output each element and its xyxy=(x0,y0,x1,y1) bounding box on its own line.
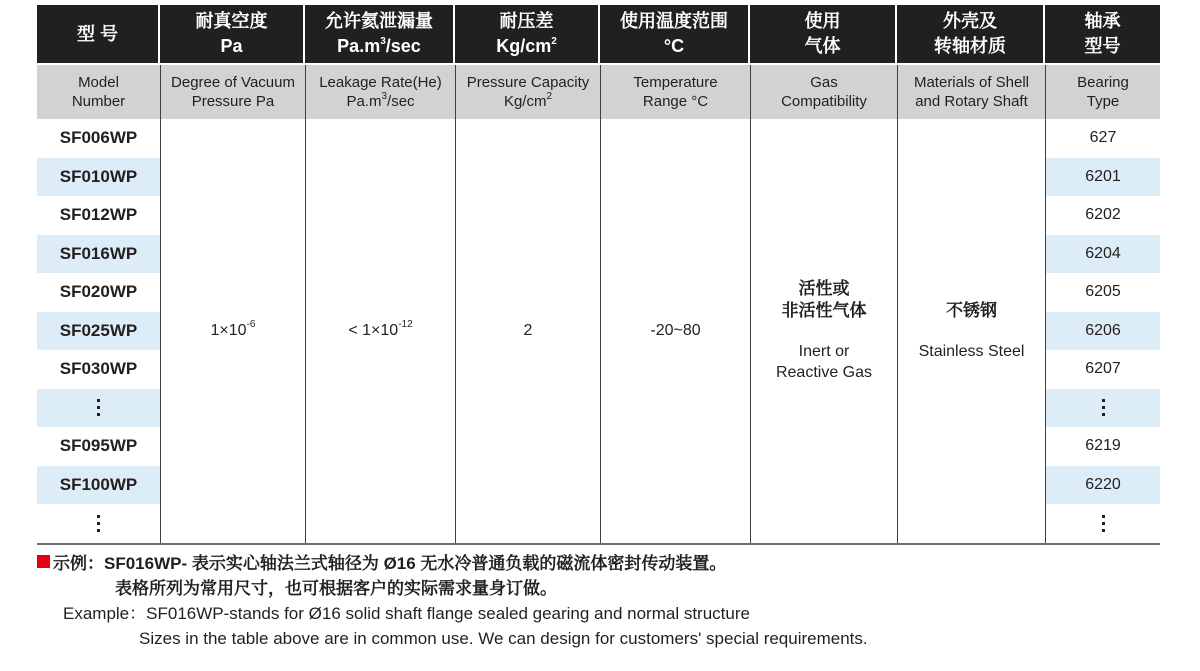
model-cell: SF095WP xyxy=(59,436,138,456)
spec-table xyxy=(37,5,1160,545)
bearing-cell: 6201 xyxy=(1045,158,1160,197)
vertical-ellipsis xyxy=(1102,515,1105,532)
bearing-cell-ellipsis xyxy=(1045,389,1160,428)
vertical-ellipsis xyxy=(97,399,100,416)
vertical-ellipsis xyxy=(1102,399,1105,416)
model-cell: SF020WP xyxy=(59,282,138,302)
header-shell: 外壳及 转轴材质 xyxy=(897,5,1045,63)
subheader-leakage: Leakage Rate(He) $Pa.m^3/\sec$ xyxy=(305,65,455,119)
note-en-example: Example：SF016WP-stands for Ø16 solid shaft flange sealed gearing and normal structure xyxy=(63,604,750,623)
note-en-sizes: Sizes in the table above are in common use. We can design for customers' special requirements. xyxy=(139,629,868,648)
bearing-cell: 6207 xyxy=(1045,350,1160,389)
value-cell-vacuum: $1\times 10^{-6}$ xyxy=(160,119,305,543)
subheader-shell: Materials of Shell and Rotary Shaft xyxy=(897,65,1045,119)
red-square-marker xyxy=(37,555,50,568)
bearing-cell: 6202 xyxy=(1045,196,1160,235)
note-zh-example: 示例：SF016WP- 表示实心轴法兰式轴径为 Ø16 无水冷普通负载的磁流体密封传动装置。 xyxy=(53,554,727,573)
header-pressure: 耐压差 $Kg/cm^2$ xyxy=(455,5,600,63)
model-cell: SF010WP xyxy=(37,158,160,197)
header-bearing: 轴承 型号 xyxy=(1045,5,1160,63)
model-cell: SF030WP xyxy=(59,359,138,379)
footnotes xyxy=(37,551,868,651)
vertical-ellipsis xyxy=(97,515,100,532)
table-header-row xyxy=(37,5,1160,63)
bearing-cell: 6205 xyxy=(1045,273,1160,312)
model-cell: SF006WP xyxy=(59,128,138,148)
value-cell-pressure: 2 xyxy=(455,119,600,543)
bearing-cell: 6206 xyxy=(1045,312,1160,351)
table-subheader-row xyxy=(37,65,1160,119)
bearing-cell: 6219 xyxy=(1045,427,1160,466)
model-cell: SF016WP xyxy=(37,235,160,274)
subheader-gas: Gas Compatibility xyxy=(750,65,897,119)
header-vacuum: 耐真空度 Pa xyxy=(160,5,305,63)
model-cell: SF100WP xyxy=(37,466,160,505)
header-temperature: 使用温度范围 °C xyxy=(600,5,750,63)
value-cell-gas: 活性或 非活性气体 Inert or Reactive Gas xyxy=(750,119,897,543)
value-cell-temperature: -20~80 xyxy=(600,119,750,543)
bearing-cell: 6220 xyxy=(1045,466,1160,505)
header-gas: 使用 气体 xyxy=(750,5,897,63)
model-cell-ellipsis xyxy=(37,389,160,428)
bearing-cell-ellipsis xyxy=(1045,504,1160,543)
value-cell-leakage: < $1\times 10^{-12}$ xyxy=(305,119,455,543)
note-zh-example-row xyxy=(37,551,868,576)
subheader-bearing: Bearing Type xyxy=(1045,65,1160,119)
subheader-pressure: Pressure Capacity $Kg/cm^2$ xyxy=(455,65,600,119)
model-cell: SF025WP xyxy=(37,312,160,351)
header-leakage: 允许氦泄漏量 $Pa.m^3/\sec$ xyxy=(305,5,455,63)
bearing-cell: 6204 xyxy=(1045,235,1160,274)
subheader-temperature: Temperature Range °C xyxy=(600,65,750,119)
table-body xyxy=(37,119,1160,545)
subheader-vacuum: Degree of Vacuum Pressure Pa xyxy=(160,65,305,119)
note-zh-sizes: 表格所列为常用尺寸，也可根据客户的实际需求量身订做。 xyxy=(115,579,557,598)
model-cell: SF012WP xyxy=(59,205,138,225)
header-model: 型 号 xyxy=(37,5,160,63)
value-cell-shell: 不锈钢 Stainless Steel xyxy=(897,119,1045,543)
model-cell-ellipsis xyxy=(37,504,160,543)
subheader-model: Model Number xyxy=(37,65,160,119)
bearing-cell: 627 xyxy=(1045,119,1160,158)
